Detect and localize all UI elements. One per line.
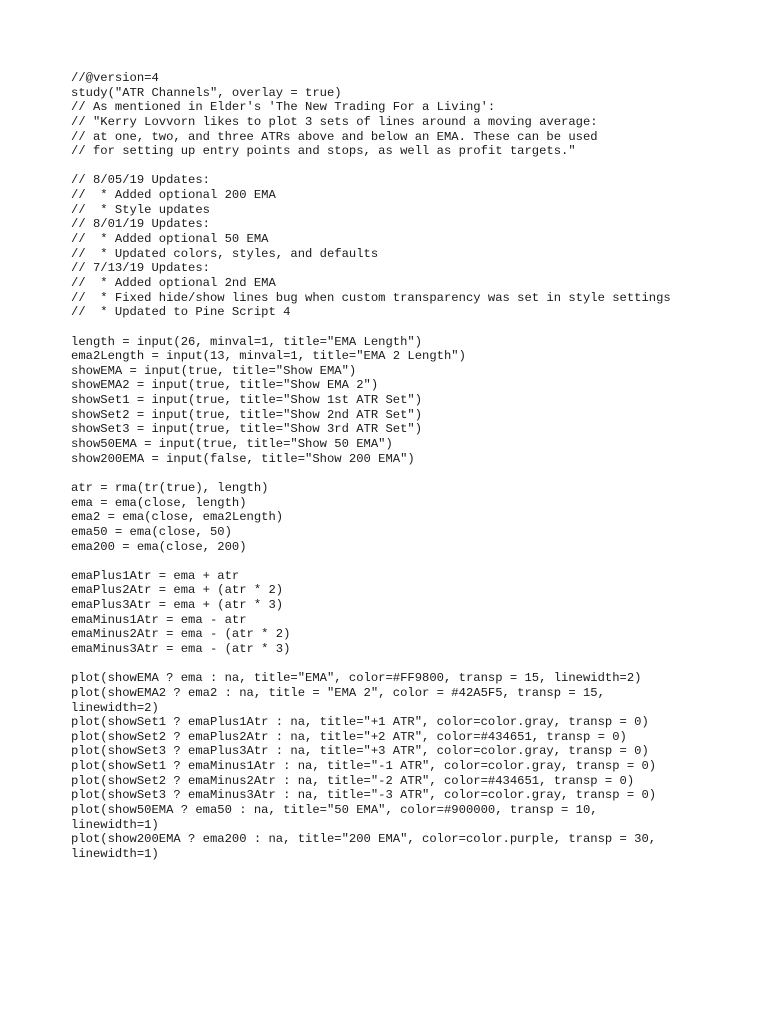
- code-line: showSet1 = input(true, title="Show 1st ATR Set"): [71, 393, 423, 408]
- code-line: showSet2 = input(true, title="Show 2nd ATR Set"): [71, 407, 423, 422]
- code-line: emaMinus1Atr = ema - atr: [71, 612, 247, 627]
- code-line: plot(showSet1 ? emaMinus1Atr : na, title="-1 ATR", color=color.gray, transp = 0): [71, 759, 657, 774]
- code-line: plot(showSet2 ? emaPlus2Atr : na, title="+2 ATR", color=#434651, transp = 0): [71, 729, 627, 744]
- code-line: showEMA = input(true, title="Show EMA"): [71, 363, 357, 378]
- code-line: // * Fixed hide/show lines bug when custom transparency was set in style settings: [71, 290, 671, 305]
- code-line: ema2Length = input(13, minval=1, title="EMA 2 Length"): [71, 349, 466, 364]
- code-line: linewidth=2): [71, 700, 159, 715]
- code-line: // * Updated colors, styles, and defaults: [71, 246, 379, 261]
- code-line: showEMA2 = input(true, title="Show EMA 2"): [71, 378, 379, 393]
- code-line: plot(showSet1 ? emaPlus1Atr : na, title="+1 ATR", color=color.gray, transp = 0): [71, 715, 649, 730]
- code-line: plot(showEMA ? ema : na, title="EMA", color=#FF9800, transp = 15, linewidth=2): [71, 671, 642, 686]
- code-line: // * Updated to Pine Script 4: [71, 305, 291, 320]
- code-line: emaPlus2Atr = ema + (atr * 2): [71, 583, 284, 598]
- code-line: // at one, two, and three ATRs above and below an EMA. These can be used: [71, 129, 598, 144]
- code-line: plot(show200EMA ? ema200 : na, title="200 EMA", color=color.purple, transp = 30,: [71, 832, 657, 847]
- blank-line: [71, 657, 731, 672]
- code-line: // 8/01/19 Updates:: [71, 217, 210, 232]
- blank-line: [71, 320, 731, 335]
- blank-line: [71, 554, 731, 569]
- code-line: // 8/05/19 Updates:: [71, 173, 210, 188]
- code-line: ema2 = ema(close, ema2Length): [71, 510, 284, 525]
- code-line: study("ATR Channels", overlay = true): [71, 85, 342, 100]
- code-line: linewidth=1): [71, 817, 159, 832]
- code-line: plot(showSet3 ? emaPlus3Atr : na, title="+3 ATR", color=color.gray, transp = 0): [71, 744, 649, 759]
- code-line: emaPlus1Atr = ema + atr: [71, 568, 240, 583]
- code-line: linewidth=1): [71, 846, 159, 861]
- code-line: length = input(26, minval=1, title="EMA Length"): [71, 334, 423, 349]
- code-line: plot(showSet2 ? emaMinus2Atr : na, title="-2 ATR", color=#434651, transp = 0): [71, 773, 635, 788]
- code-document: [71, 71, 731, 862]
- code-line: emaMinus2Atr = ema - (atr * 2): [71, 627, 291, 642]
- code-line: emaMinus3Atr = ema - (atr * 3): [71, 641, 291, 656]
- code-line: show200EMA = input(false, title="Show 200 EMA"): [71, 451, 415, 466]
- code-line: //@version=4: [71, 71, 159, 85]
- code-line: // As mentioned in Elder's 'The New Trading For a Living':: [71, 100, 496, 115]
- code-line: ema50 = ema(close, 50): [71, 524, 232, 539]
- code-line: ema = ema(close, length): [71, 495, 247, 510]
- blank-line: [71, 159, 731, 174]
- blank-line: [71, 466, 731, 481]
- code-line: atr = rma(tr(true), length): [71, 480, 269, 495]
- code-line: plot(showSet3 ? emaMinus3Atr : na, title="-3 ATR", color=color.gray, transp = 0): [71, 788, 657, 803]
- code-line: plot(showEMA2 ? ema2 : na, title = "EMA 2", color = #42A5F5, transp = 15,: [71, 685, 605, 700]
- code-line: // * Added optional 50 EMA: [71, 232, 269, 247]
- code-line: // 7/13/19 Updates:: [71, 261, 210, 276]
- code-line: // * Added optional 200 EMA: [71, 188, 276, 203]
- code-line: show50EMA = input(true, title="Show 50 EMA"): [71, 437, 393, 452]
- code-line: // * Style updates: [71, 202, 210, 217]
- code-line: // "Kerry Lovvorn likes to plot 3 sets of lines around a moving average:: [71, 114, 598, 129]
- code-line: showSet3 = input(true, title="Show 3rd ATR Set"): [71, 422, 423, 437]
- code-line: emaPlus3Atr = ema + (atr * 3): [71, 598, 284, 613]
- code-line: ema200 = ema(close, 200): [71, 539, 247, 554]
- code-line: plot(show50EMA ? ema50 : na, title="50 EMA", color=#900000, transp = 10,: [71, 803, 598, 818]
- code-line: // for setting up entry points and stops, as well as profit targets.": [71, 144, 576, 159]
- code-line: // * Added optional 2nd EMA: [71, 275, 276, 290]
